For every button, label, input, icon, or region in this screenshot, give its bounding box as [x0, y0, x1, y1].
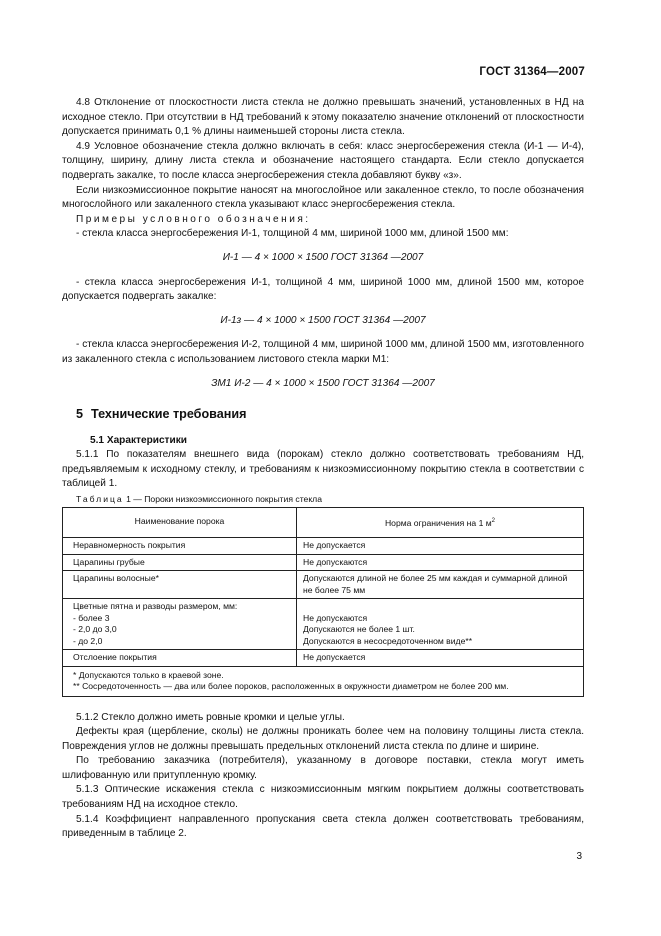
example-formula-1: И-1 — 4 × 1000 × 1500 ГОСТ 31364 —2007 — [222, 251, 424, 263]
example-text-3: - стекла класса энергосбережения И-2, толщиной 4 мм, шириной 1000 мм, длиной 1500 мм, изготовленного из закаленного стекла с использованием листового стекла марки М1: — [62, 339, 584, 365]
column-header-limit-norm — [297, 507, 584, 537]
table-notes-row — [63, 666, 584, 696]
paragraph-5-1-1: 5.1.1 По показателям внешнего вида (порокам) стекло должно соответствовать требованиям НД, предъявляемым к исходному стеклу, и требованиям к низкоэмиссионному покрытию стекла в соответствии с таблицей 1. — [62, 449, 584, 490]
limit-norm-line: Допускаются не более 1 шт. — [303, 624, 415, 635]
table-footnote-1: * Допускаются только в краевой зоне. — [73, 669, 224, 680]
examples-heading: Примеры условного обозначения: — [76, 213, 311, 225]
defect-name-cell: Царапины волосные* — [63, 571, 297, 599]
defect-name-line: - до 2,0 — [73, 635, 103, 646]
limit-norm-cell: Допускаются длиной не более 25 мм каждая и суммарной длиной не более 75 мм — [297, 571, 584, 599]
defect-name-cell — [63, 599, 297, 650]
table-caption-word: Таблица — [76, 494, 124, 505]
table-row — [63, 554, 584, 571]
paragraph-edge-defects: Дефекты края (щербление, сколы) не должны проникать более чем на половину толщины листа стекла. Повреждения углов не должны превышать предельных отклонений листа стекла по длине и ширине. — [62, 726, 584, 752]
column-header-superscript: 2 — [491, 517, 496, 524]
table-row — [63, 599, 584, 650]
defect-name-cell: Отслоение покрытия — [63, 650, 297, 667]
example-formula-3: ЗМ1 И-2 — 4 × 1000 × 1500 ГОСТ 31364 —2007 — [211, 377, 435, 389]
defect-name-line: Цветные пятна и разводы размером, мм: — [73, 601, 238, 612]
limit-norm-cell: Не допускается — [297, 650, 584, 667]
table-notes-cell — [63, 666, 584, 696]
table-header-row — [63, 507, 584, 537]
paragraph-5-1-2: 5.1.2 Стекло должно иметь ровные кромки и целые углы. — [76, 711, 345, 723]
table-row — [63, 650, 584, 667]
paragraph-4-9: 4.9 Условное обозначение стекла должно включать в себя: класс энергосбережения стекла (И-1 — И-4), толщину, ширину, длину листа стекла и обозначение настоящего стандарта. Если стекло допускается подвергать закалке, то после класса энергосбережения стекла добавляют букву «з». — [62, 140, 584, 181]
section-5-heading — [62, 407, 584, 422]
defects-table — [62, 507, 584, 697]
defect-name-cell: Неравномерность покрытия — [63, 538, 297, 555]
page-number: 3 — [576, 851, 582, 862]
table-caption-title: 1 — Пороки низкоэмиссионного покрытия стекла — [123, 494, 322, 505]
defect-name-cell: Царапины грубые — [63, 554, 297, 571]
standard-code-header: ГОСТ 31364—2007 — [479, 66, 585, 78]
example-text-2: - стекла класса энергосбережения И-1, толщиной 4 мм, шириной 1000 мм, длиной 1500 мм, которое допускается подвергать закалке: — [62, 276, 584, 303]
table-row — [63, 538, 584, 555]
limit-norm-cell — [297, 599, 584, 650]
table-footnote-2: ** Сосредоточенность — два или более пороков, расположенных в окружности диаметром не более 200 мм. — [73, 681, 509, 692]
post-table-text — [62, 711, 584, 842]
limit-norm-cell: Не допускаются — [297, 554, 584, 571]
paragraph-4-8: 4.8 Отклонение от плоскостности листа стекла не должно превышать значений, установленных в НД на исходное стекло. При отсутствии в НД требований к этому показателю значение отклонений от плоскостности допускается принимать 0,1 % длины наименьшей стороны листа стекла. — [62, 97, 584, 138]
defect-name-line: - более 3 — [73, 612, 110, 623]
table-1-caption — [62, 492, 584, 507]
document-body — [62, 96, 584, 842]
paragraph-5-1-3: 5.1.3 Оптические искажения стекла с низкоэмиссионным мягким покрытием должны соответствовать требованиям НД на исходное стекло. — [62, 784, 584, 811]
example-formula-2: И-1з — 4 × 1000 × 1500 ГОСТ 31364 —2007 — [220, 314, 426, 326]
table-row — [63, 571, 584, 599]
defect-name-line: - 2,0 до 3,0 — [73, 624, 117, 635]
paragraph-laminated-note: Если низкоэмиссионное покрытие наносят на многослойное или закаленное стекло, то после обозначения многослойного или закаленного стекла указывают класс энергосбережения стекла. — [62, 184, 584, 211]
paragraph-5-1-4: 5.1.4 Коэффициент направленного пропускания света стекла должен соответствовать требованиям, приведенным в таблице 2. — [62, 813, 584, 840]
limit-norm-line: Допускаются в несосредоточенном виде** — [303, 635, 473, 646]
section-title: Технические требования — [91, 407, 247, 422]
limit-norm-line: Не допускаются — [303, 612, 368, 623]
subsection-5-1-heading: 5.1 Характеристики — [90, 434, 187, 446]
column-header-defect-name: Наименование порока — [63, 507, 297, 537]
limit-norm-line — [303, 601, 577, 613]
paragraph-customer-edge: По требованию заказчика (потребителя), указанному в договоре поставки, стекла могут иметь шлифованную или притупленную кромку. — [62, 755, 584, 781]
column-header-limit-norm-text: Норма ограничения на 1 м — [384, 517, 492, 528]
example-text-1: - стекла класса энергосбережения И-1, толщиной 4 мм, шириной 1000 мм, длиной 1500 мм: — [76, 228, 509, 240]
section-number: 5 — [76, 407, 84, 422]
limit-norm-cell: Не допускается — [297, 538, 584, 555]
